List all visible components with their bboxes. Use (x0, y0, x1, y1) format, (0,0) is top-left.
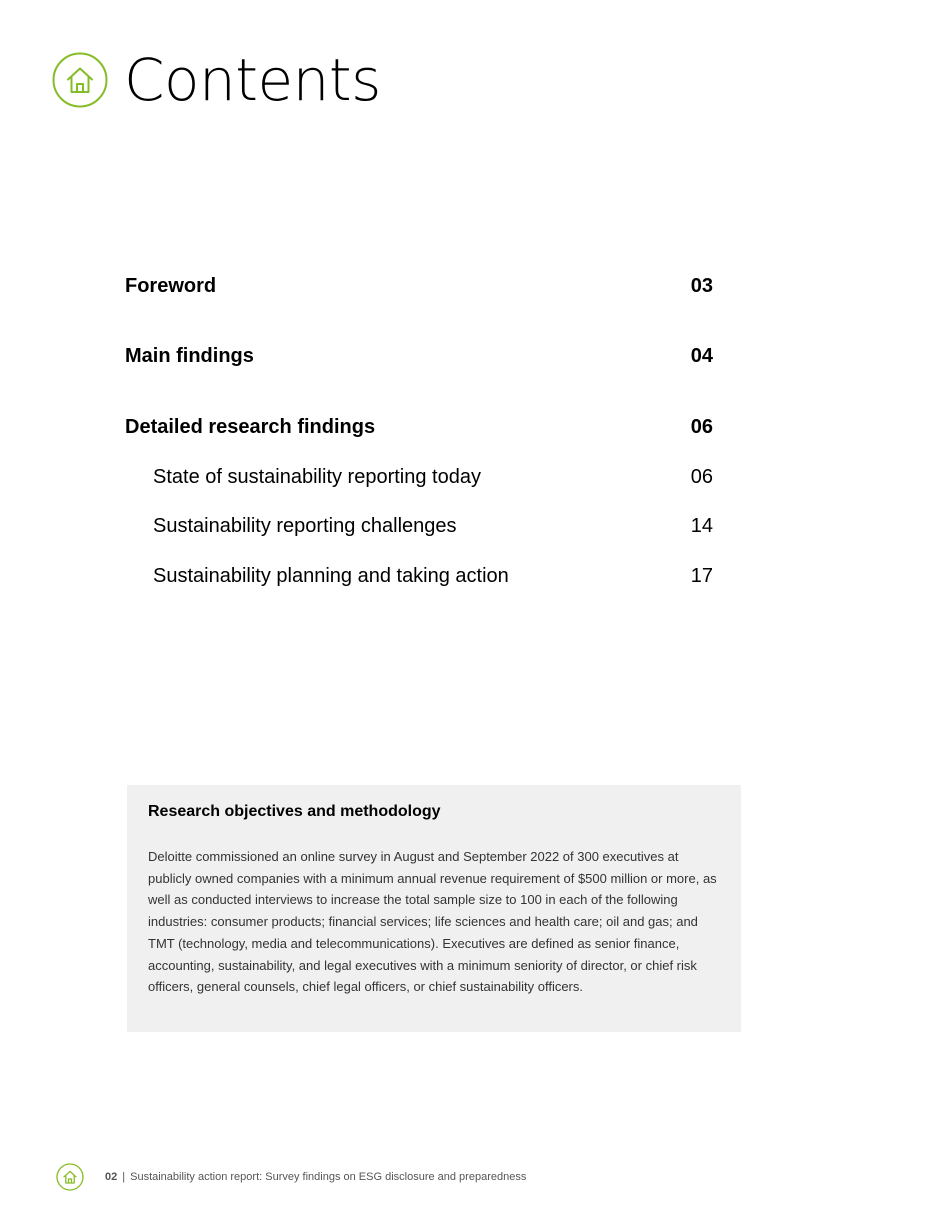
toc-item-label: Sustainability planning and taking action (153, 565, 509, 587)
footer-separator: | (122, 1171, 126, 1183)
methodology-title: Research objectives and methodology (148, 803, 441, 820)
footer-page-number: 02 (105, 1171, 118, 1183)
toc-item-page-number: 17 (690, 565, 713, 587)
toc-item-page-number: 03 (690, 275, 713, 297)
toc-item-page-number: 06 (690, 466, 713, 488)
toc-item-foreword[interactable] (125, 272, 715, 300)
toc-item-page-number: 14 (690, 515, 713, 537)
footer-report-title: Sustainability action report: Survey findings on ESG disclosure and preparedness (130, 1171, 527, 1183)
toc-item-label: Detailed research findings (125, 416, 376, 438)
footer-home-button[interactable] (56, 1163, 84, 1191)
toc-item-main-findings[interactable] (125, 342, 715, 370)
footer-text (105, 1170, 526, 1184)
toc-item-detailed-research-findings[interactable] (125, 413, 715, 441)
toc-item-label: State of sustainability reporting today (153, 466, 481, 488)
page-title: Contents (124, 46, 381, 114)
methodology-box (127, 785, 741, 1032)
home-icon (56, 1163, 84, 1191)
toc-item-label: Main findings (125, 345, 254, 367)
page-footer (56, 1163, 526, 1191)
toc-item-state-of-reporting[interactable] (125, 463, 715, 491)
methodology-body: Deloitte commissioned an online survey in August and September 2022 of 300 executives at publicly owned companies with a minimum annual revenue requirement of $500 million or more, as well as conducted interviews to increase the total sample size to 100 in each of the following industries: consumer products; financial services; life sciences and health care; oil and gas; and TMT (technology, media and telecommunications). Executives are defined as senior finance, accounting, sustainability, and legal executives with a minimum seniority of director, or chief risk officers, general counsels, chief legal officers, or chief sustainability officers. (148, 849, 717, 995)
toc-item-label: Foreword (125, 275, 217, 297)
toc-item-planning-and-action[interactable] (125, 562, 715, 590)
toc-item-reporting-challenges[interactable] (125, 512, 715, 540)
toc-item-label: Sustainability reporting challenges (153, 515, 457, 537)
toc-item-page-number: 04 (690, 345, 713, 367)
home-icon (52, 52, 108, 108)
home-button[interactable] (52, 52, 108, 108)
toc-item-page-number: 06 (690, 416, 713, 438)
